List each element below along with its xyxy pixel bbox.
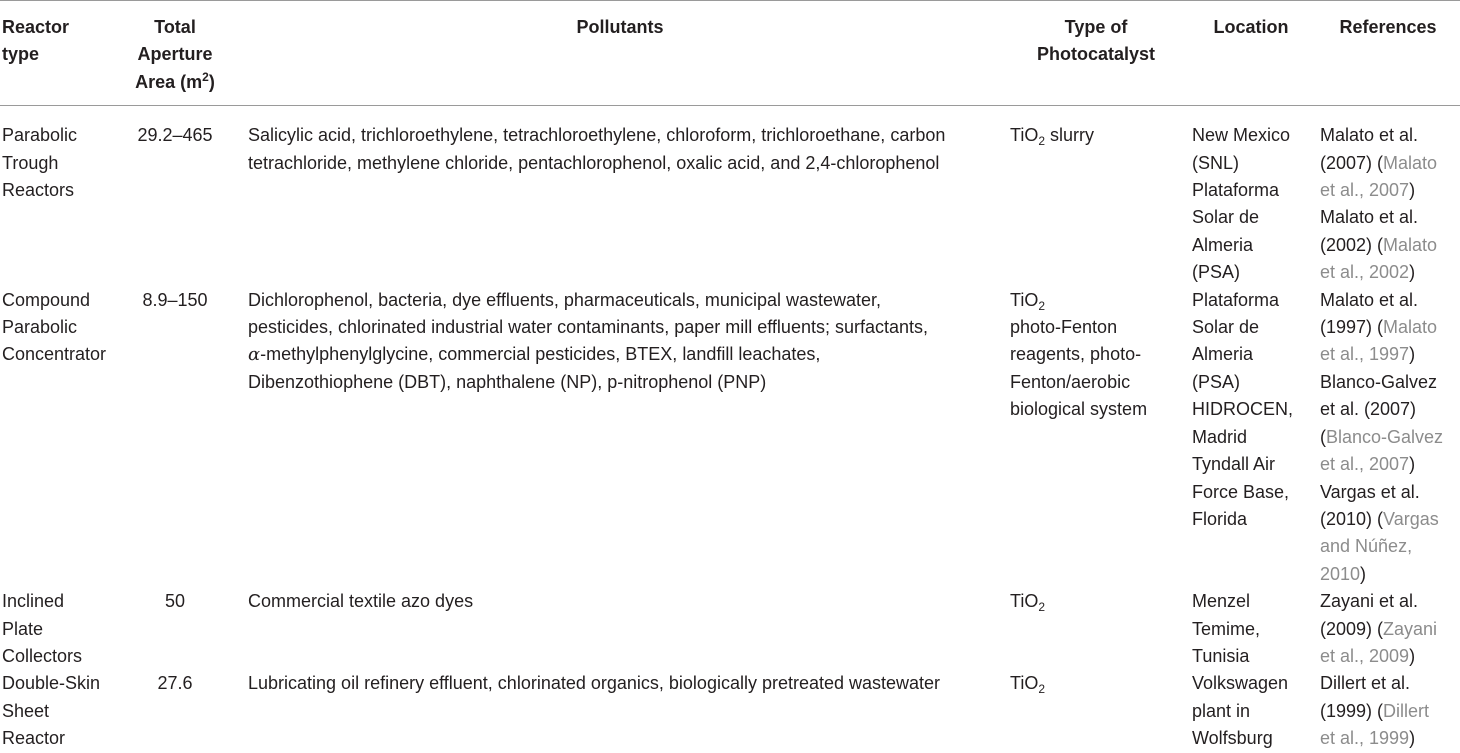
header-row	[0, 1, 1460, 106]
reactor-type-cell: Double-Skin Sheet Reactor	[2, 673, 101, 749]
citation-link[interactable]: Malato	[1383, 152, 1438, 173]
photocatalyst-cell: TiO$_2$	[1010, 591, 1046, 615]
header-aperture-area: Total Aperture Area $(m^2)$	[135, 17, 215, 92]
citation-link[interactable]: Vargas	[1383, 508, 1439, 529]
references-cell: Zayani et al. (2009) (Zayani et al., 2009)	[1320, 591, 1438, 666]
header-photocatalyst: Type of Photocatalyst	[1036, 17, 1156, 65]
pollutants-cell: Lubricating oil refinery effluent, chlorinated organics, biologically pretreated wastewater	[248, 673, 941, 694]
references-cell: Dillert et al. (1999) (Dillert et al., 1999)	[1320, 673, 1430, 749]
citation-link[interactable]: Zayani	[1383, 618, 1438, 639]
location-cell: New Mexico (SNL) Plataforma Solar de Almeria (PSA)	[1192, 125, 1291, 283]
location-cell: Menzel Temime, Tunisia	[1192, 591, 1261, 666]
reactor-type-cell: Parabolic Trough Reactors	[2, 125, 78, 201]
table-row	[0, 287, 1460, 588]
citation-link[interactable]: Malato	[1383, 234, 1438, 255]
area-cell: 29.2–465	[137, 125, 213, 146]
alpha-symbol: α	[248, 344, 261, 366]
citation-link[interactable]: Malato	[1383, 317, 1438, 338]
location-cell: Plataforma Solar de Almeria (PSA) HIDROCEN, Madrid Tyndall Air Force Base, Florida	[1192, 289, 1294, 529]
pollutants-cell: Commercial textile azo dyes	[248, 591, 474, 612]
area-cell: 8.9–150	[142, 289, 208, 310]
area-cell: 50	[164, 591, 186, 612]
header-location: Location	[1213, 17, 1289, 37]
citation-link[interactable]: 2010	[1320, 563, 1361, 584]
pollutants-cell: Salicylic acid, trichloroethylene, tetrachloroethylene, chloroform, trichloroethane, carbon tetrachloride, methylene chloride, pentachlorophenol, oxalic acid, and 2,4-chlorophenol	[248, 125, 946, 173]
reactor-type-cell: Inclined Plate Collectors	[2, 591, 83, 666]
header-reactor-type: Reactor type	[2, 17, 70, 65]
reactor-type-cell: Compound Parabolic Concentrator	[2, 289, 107, 365]
citation-link[interactable]: et al., 2007	[1320, 454, 1410, 475]
references-cell: Malato et al. (2007) (Malato et al., 2007) Malato et al. (2002) (Malato et al., 2002)	[1320, 125, 1438, 283]
area-cell: 27.6	[157, 673, 193, 694]
citation-link[interactable]: et al., 2007	[1320, 180, 1410, 201]
citation-link[interactable]: et al., 2002	[1320, 262, 1410, 283]
header-references: References	[1339, 17, 1437, 37]
pollutants-cell: Dichlorophenol, bacteria, dye effluents, pharmaceuticals, municipal wastewater, pesticides, chlorinated industrial water contaminants, paper mill effluents; surfactants, α-methylphenylglycine, commercial pesticides, BTEX, landfill leachates, Dibenzothiophene (DBT), naphthalene (NP), p-nitrophenol (PNP)	[248, 289, 929, 392]
citation-link[interactable]: Dillert	[1383, 700, 1430, 721]
photocatalyst-cell: TiO$_2$ slurry	[1010, 125, 1095, 149]
location-cell: Volkswagen plant in Wolfsburg	[1192, 673, 1289, 749]
citation-link[interactable]: Blanco-Galvez	[1326, 426, 1444, 447]
photocatalyst-cell: TiO$_2$	[1010, 673, 1046, 697]
photocatalyst-cell: TiO$_2$ photo-Fenton reagents, photo- Fenton/aerobic biological system	[1010, 289, 1148, 420]
citation-link[interactable]: and Núñez,	[1320, 536, 1413, 557]
header-pollutants: Pollutants	[576, 17, 664, 37]
citation-link[interactable]: et al., 2009	[1320, 645, 1410, 666]
table-row	[0, 670, 1460, 752]
table-row	[0, 106, 1460, 287]
citation-link[interactable]: et al., 1997	[1320, 344, 1410, 365]
table-row	[0, 588, 1460, 670]
references-cell: Malato et al. (1997) (Malato et al., 1997) Blanco-Galvez et al. (2007) (Blanco-Galvez et al., 2007) Vargas et al. (2010) (Vargas and Núñez, 2010)	[1320, 289, 1444, 584]
citation-link[interactable]: et al., 1999	[1320, 728, 1410, 749]
